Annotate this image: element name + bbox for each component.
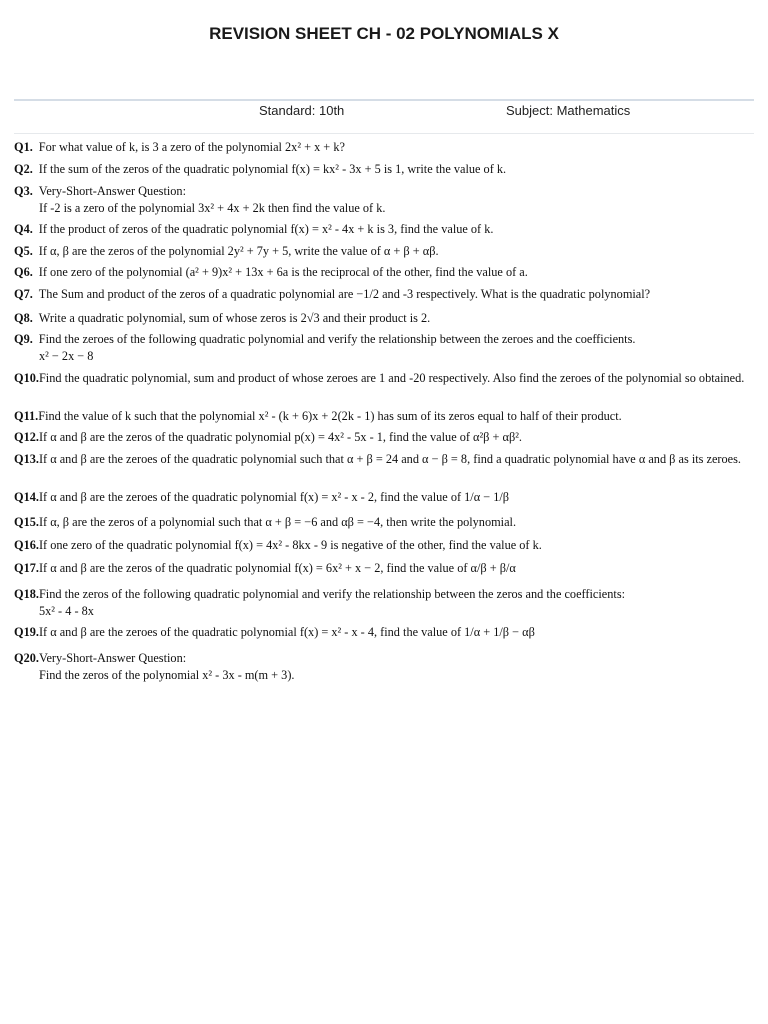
- question-number: Q14.: [14, 490, 39, 504]
- question-number: Q5.: [14, 244, 33, 258]
- question-text: For what value of k, is 3 a zero of the polynomial 2x² + x + k?: [38, 140, 345, 154]
- question-text: If the product of zeros of the quadratic polynomial f(x) = x² - 4x + k is 3, find the value of k.: [38, 222, 494, 236]
- question-text: Find the zeroes of the following quadratic polynomial and verify the relationship between the zeroes and the coefficients.: [38, 332, 636, 346]
- question-number: Q3.: [14, 184, 33, 198]
- question-5: [14, 243, 750, 260]
- question-text: If α and β are the zeroes of the quadratic polynomial f(x) = x² - x - 2, find the value of 1/α − 1/β: [38, 490, 510, 504]
- question-text: Find the quadratic polynomial, sum and product of whose zeroes are 1 and -20 respectively. Also find the zeroes of the polynomial so obtained.: [38, 371, 745, 385]
- question-text: If α and β are the zeros of the quadratic polynomial f(x) = 6x² + x − 2, find the value of α/β + β/α: [38, 561, 516, 575]
- question-number: Q13.: [14, 452, 39, 466]
- question-text: Very-Short-Answer Question:: [38, 651, 187, 665]
- question-text: If α and β are the zeros of the quadratic polynomial p(x) = 4x² - 5x - 1, find the value of α²β + αβ².: [38, 430, 522, 444]
- question-text: Write a quadratic polynomial, sum of whose zeros is 2√3 and their product is 2.: [38, 311, 431, 325]
- question-20: [14, 650, 750, 684]
- question-text: Very-Short-Answer Question:: [38, 184, 186, 198]
- question-number: Q20.: [14, 651, 39, 665]
- question-continuation: 5x² - 4 - 8x: [39, 604, 94, 618]
- question-text: If one zero of the polynomial (a² + 9)x² + 13x + 6a is the reciprocal of the other, find the value of a.: [38, 265, 528, 279]
- question-17: [14, 560, 750, 577]
- question-16: [14, 537, 750, 554]
- question-15: [14, 514, 750, 531]
- question-19: [14, 624, 750, 641]
- question-number: Q11.: [14, 409, 39, 423]
- question-18: [14, 586, 750, 620]
- question-text: The Sum and product of the zeros of a quadratic polynomial are −1/2 and -3 respectively. What is the quadratic polynomial?: [38, 287, 651, 301]
- question-continuation: Find the zeros of the polynomial x² - 3x - m(m + 3).: [39, 668, 295, 682]
- question-number: Q8.: [14, 311, 33, 325]
- question-text: Find the zeros of the following quadratic polynomial and verify the relationship between the zeros and the coefficients:: [38, 587, 626, 601]
- question-text: Find the value of k such that the polynomial x² - (k + 6)x + 2(2k - 1) has sum of its zeros equal to half of their product.: [38, 409, 622, 423]
- question-text: If α and β are the zeroes of the quadratic polynomial f(x) = x² - x - 4, find the value of 1/α + 1/β − αβ: [38, 625, 535, 639]
- question-number: Q17.: [14, 561, 39, 575]
- question-9: [14, 331, 750, 365]
- question-number: Q7.: [14, 287, 33, 301]
- question-13: [14, 451, 750, 468]
- question-1: [14, 139, 750, 156]
- question-8: [14, 310, 750, 327]
- standard-label: Standard: 10th: [259, 103, 345, 118]
- question-text: If the sum of the zeros of the quadratic polynomial f(x) = kx² - 3x + 5 is 1, write the value of k.: [38, 162, 507, 176]
- question-3: [14, 183, 750, 217]
- subject-label: Subject: Mathematics: [506, 103, 631, 118]
- question-number: Q19.: [14, 625, 39, 639]
- question-number: Q2.: [14, 162, 33, 176]
- header-top-divider: [14, 99, 754, 101]
- question-text: If α, β are the zeros of a polynomial such that α + β = −6 and αβ = −4, then write the polynomial.: [38, 515, 517, 529]
- question-number: Q16.: [14, 538, 39, 552]
- question-text: If α, β are the zeros of the polynomial 2y² + 7y + 5, write the value of α + β + αβ.: [38, 244, 439, 258]
- question-number: Q15.: [14, 515, 39, 529]
- question-number: Q10.: [14, 371, 39, 385]
- question-11: [14, 408, 750, 425]
- question-number: Q6.: [14, 265, 33, 279]
- question-number: Q18.: [14, 587, 39, 601]
- question-text: If one zero of the quadratic polynomial f(x) = 4x² - 8kx - 9 is negative of the other, find the value of k.: [38, 538, 542, 552]
- question-2: [14, 161, 750, 178]
- question-10: [14, 370, 750, 387]
- question-14: [14, 489, 750, 506]
- question-number: Q1.: [14, 140, 33, 154]
- question-number: Q12.: [14, 430, 39, 444]
- question-12: [14, 429, 750, 446]
- header-bottom-divider: [14, 133, 754, 134]
- question-number: Q4.: [14, 222, 33, 236]
- question-continuation: x² − 2x − 8: [39, 349, 94, 363]
- question-7: [14, 286, 750, 303]
- question-text: If α and β are the zeroes of the quadratic polynomial such that α + β = 24 and α − β = 8, find a quadratic polynomial have α and β as its zeroes.: [38, 452, 741, 466]
- question-6: [14, 264, 750, 281]
- question-4: [14, 221, 750, 238]
- question-continuation: If -2 is a zero of the polynomial 3x² + 4x + 2k then find the value of k.: [39, 201, 386, 215]
- question-number: Q9.: [14, 332, 33, 346]
- page-title: REVISION SHEET CH - 02 POLYNOMIALS X: [209, 24, 559, 43]
